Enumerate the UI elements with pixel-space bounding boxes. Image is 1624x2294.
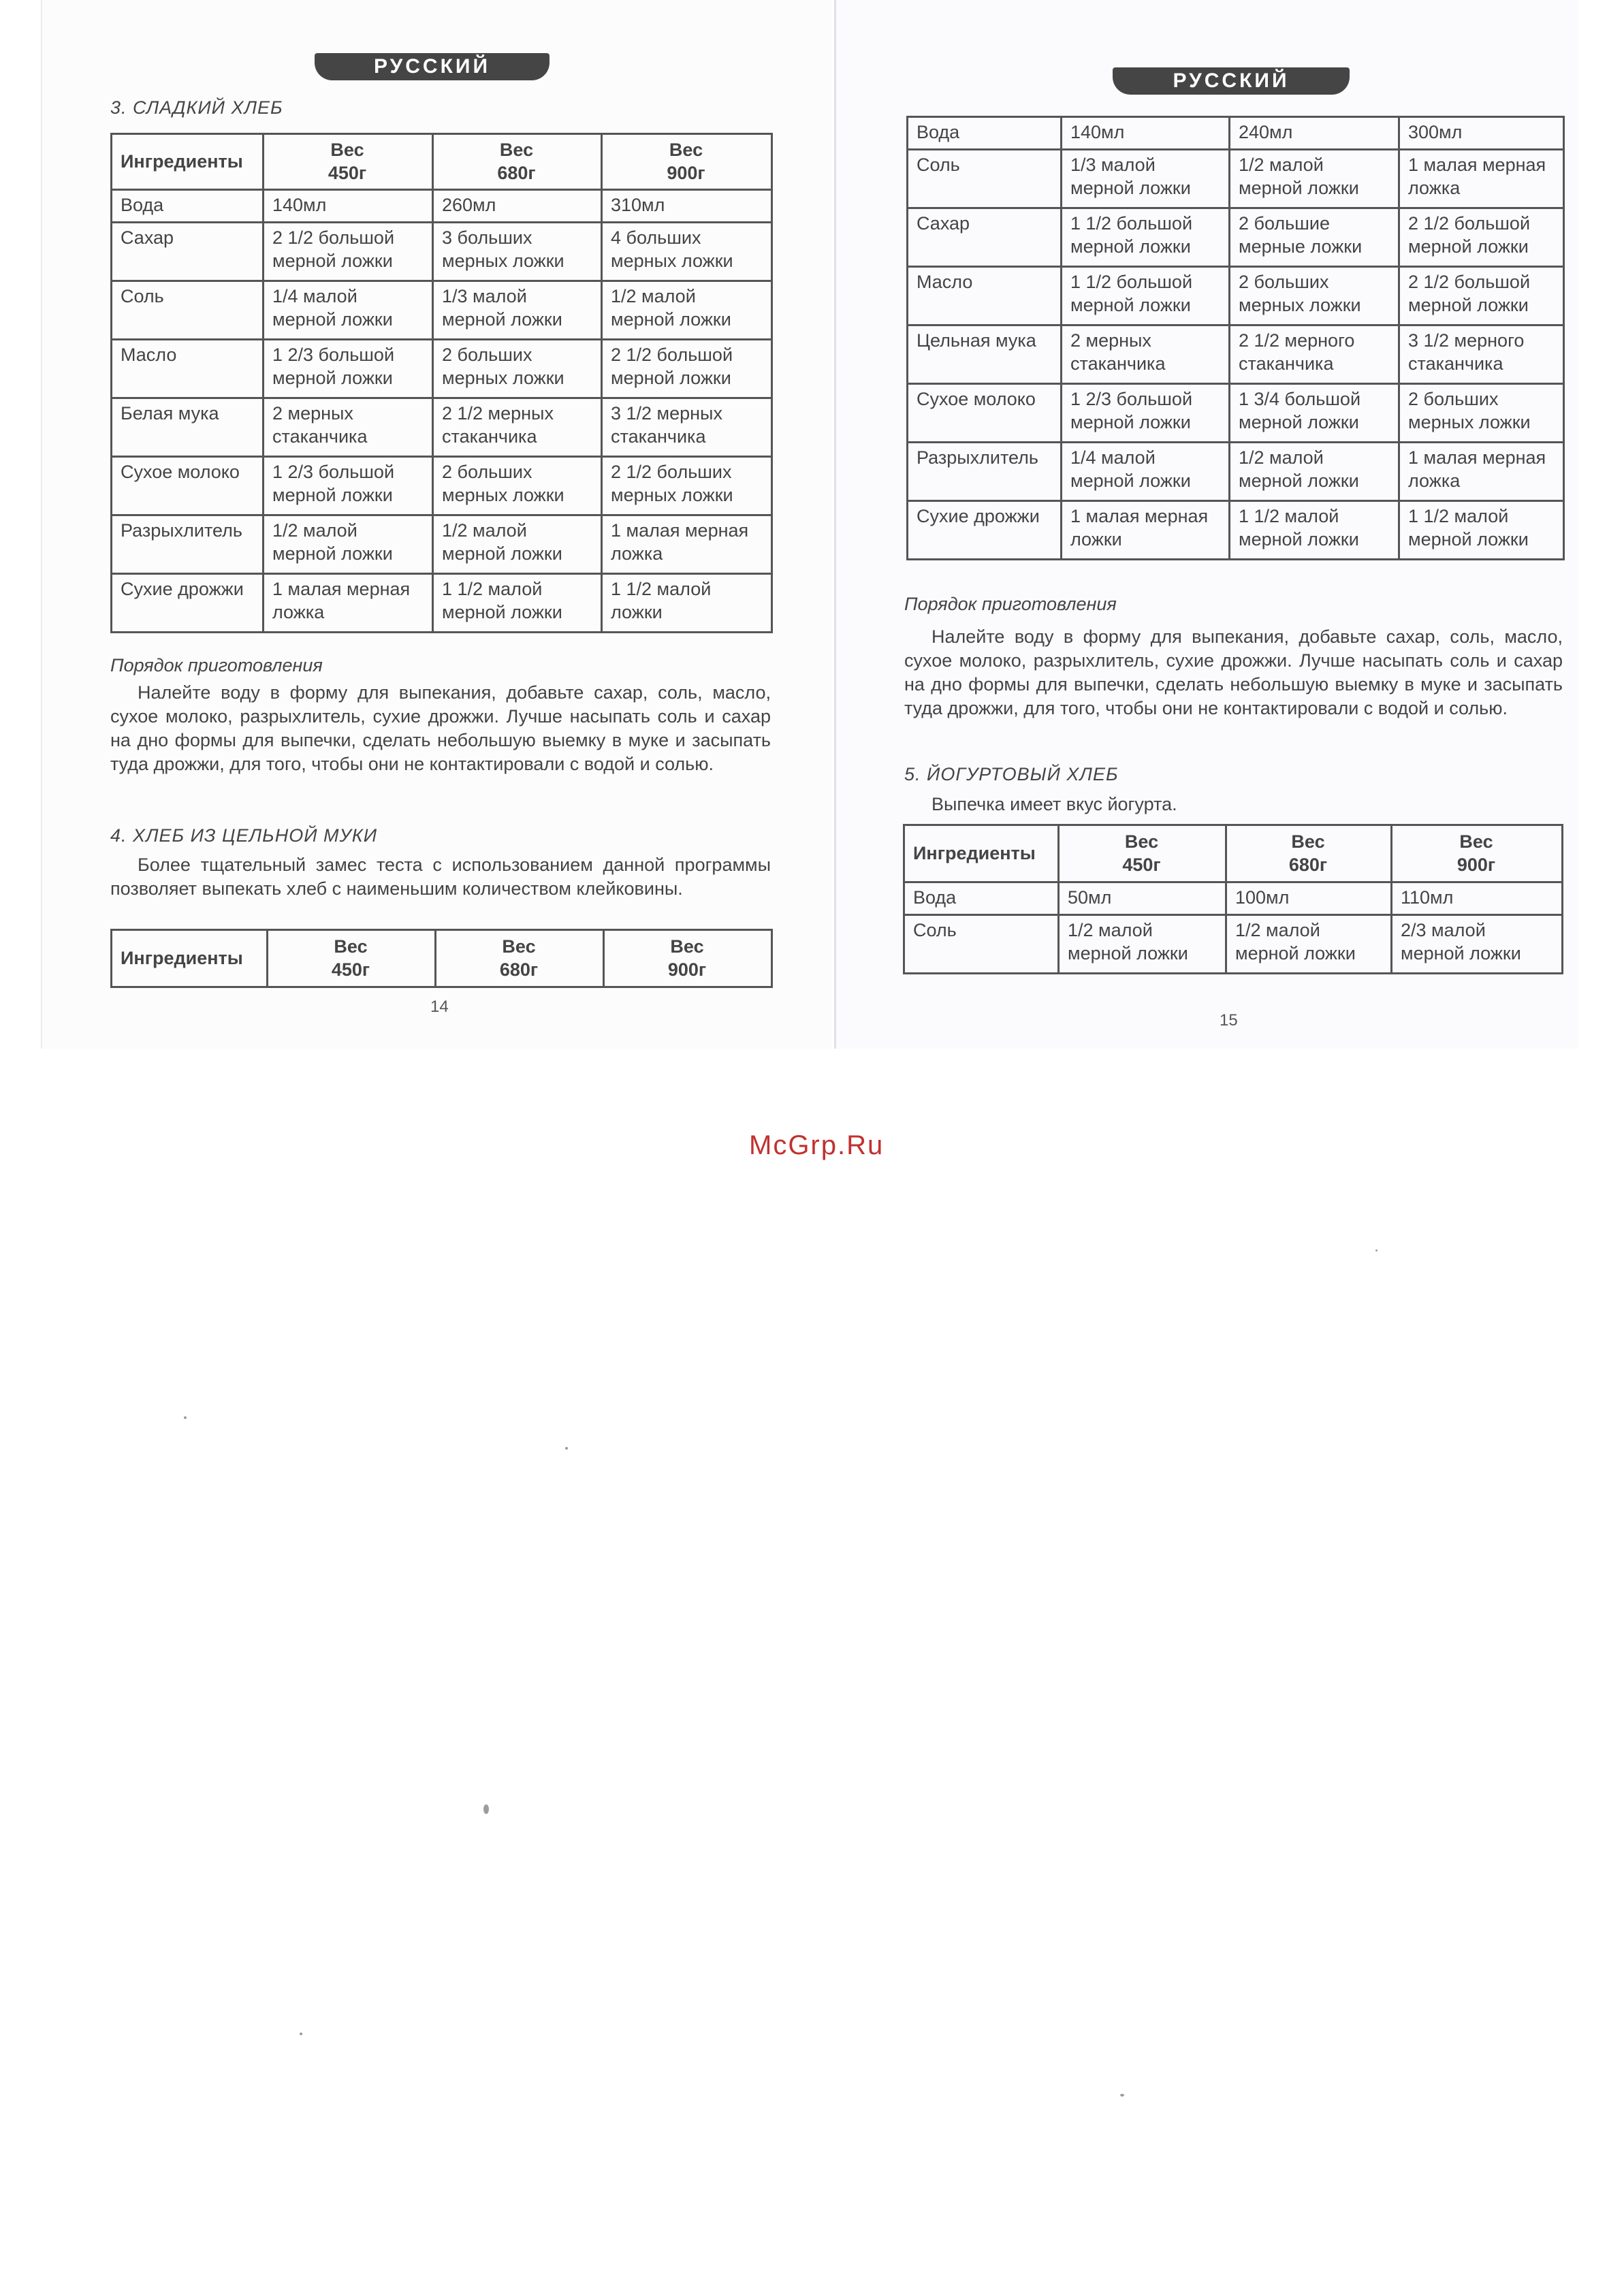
amount-cell: 1/2 малой мерной ложки xyxy=(264,515,433,574)
page-14 xyxy=(41,0,832,1049)
section-5-text: Выпечка имеет вкус йогурта. xyxy=(932,794,1177,814)
header-weight-680: Вес 680г xyxy=(433,134,602,190)
ingredient-cell: Сухие дрожжи xyxy=(908,501,1062,560)
amount-cell: 2 мерных стаканчика xyxy=(264,398,433,457)
method-title: Порядок приготовления xyxy=(110,655,323,675)
amount-cell: 2 большие мерные ложки xyxy=(1230,208,1399,267)
ingredient-cell: Сухое молоко xyxy=(112,457,264,515)
table-row xyxy=(908,384,1564,443)
amount-cell: 2 1/2 мерных стаканчика xyxy=(433,398,602,457)
section-5-title: 5. ЙОГУРТОВЫЙ ХЛЕБ xyxy=(904,764,1119,784)
amount-cell: 2 больших мерных ложки xyxy=(1230,267,1399,325)
amount-cell: 2 больших мерных ложки xyxy=(1399,384,1564,443)
table-row xyxy=(908,443,1564,501)
amount-cell: 300мл xyxy=(1399,117,1564,150)
ingredient-cell: Масло xyxy=(112,340,264,398)
sweet-bread-table xyxy=(110,133,773,633)
scan-speck xyxy=(1120,2094,1124,2097)
scan-speck xyxy=(300,2033,302,2035)
table-header-row xyxy=(904,825,1563,882)
ingredient-cell: Вода xyxy=(112,190,264,223)
amount-cell: 2 1/2 большой мерной ложки xyxy=(1399,208,1564,267)
amount-cell: 1 1/2 большой мерной ложки xyxy=(1062,208,1230,267)
ingredient-cell: Сахар xyxy=(112,223,264,281)
ingredient-cell: Вода xyxy=(908,117,1062,150)
table-row xyxy=(112,190,772,223)
section-3-title: 3. СЛАДКИЙ ХЛЕБ xyxy=(110,97,283,118)
method-text: Налейте воду в форму для выпекания, добавьте сахар, соль, масло, сухое молоко, разрыхлитель, сухие дрожжи. Лучше насыпать соль и сахар на дно формы для выпечки, сделать небольшую выемку в муке и засыпать туда дрожжи, для того, чтобы они не контактировали с водой и солью. xyxy=(904,626,1563,718)
amount-cell: 310мл xyxy=(602,190,772,223)
whole-wheat-table-header xyxy=(110,929,773,988)
amount-cell: 2 1/2 большой мерной ложки xyxy=(264,223,433,281)
amount-cell: 2 1/2 большой мерной ложки xyxy=(1399,267,1564,325)
amount-cell: 2 1/2 больших мерных ложки xyxy=(602,457,772,515)
header-weight-450: Вес 450г xyxy=(1059,825,1226,882)
table-row xyxy=(112,398,772,457)
amount-cell: 1 1/2 малой мерной ложки xyxy=(433,574,602,633)
amount-cell: 1/3 малой мерной ложки xyxy=(1062,150,1230,208)
amount-cell: 1/2 малой мерной ложки xyxy=(602,281,772,340)
header-weight-900: Вес 900г xyxy=(604,930,772,987)
sweet-bread-table-body xyxy=(112,190,772,633)
header-weight-900: Вес 900г xyxy=(602,134,772,190)
amount-cell: 3 1/2 мерного стаканчика xyxy=(1399,325,1564,384)
header-ingredients: Ингредиенты xyxy=(112,134,264,190)
amount-cell: 2/3 малой мерной ложки xyxy=(1392,915,1563,974)
amount-cell: 1 малая мерная ложка xyxy=(1399,443,1564,501)
header-weight-450: Вес 450г xyxy=(268,930,436,987)
amount-cell: 1/4 малой мерной ложки xyxy=(1062,443,1230,501)
method-text: Налейте воду в форму для выпекания, добавьте сахар, соль, масло, сухое молоко, разрыхлитель, сухие дрожжи. Лучше насыпать соль и сахар на дно формы для выпечки, сделать небольшую выемку в муке и засыпать туда дрожжи, для того, чтобы они не контактировали с водой и солью. xyxy=(110,682,771,774)
amount-cell: 1 малая мерная ложка xyxy=(602,515,772,574)
table-row xyxy=(112,340,772,398)
scan-speck xyxy=(565,1447,568,1450)
amount-cell: 100мл xyxy=(1226,882,1392,915)
header-weight-450: Вес 450г xyxy=(264,134,433,190)
table-header-row xyxy=(112,134,772,190)
scan-speck xyxy=(184,1416,187,1419)
header-weight-680: Вес 680г xyxy=(436,930,604,987)
table-row xyxy=(908,501,1564,560)
table-row xyxy=(112,574,772,633)
table-row xyxy=(908,208,1564,267)
amount-cell: 140мл xyxy=(1062,117,1230,150)
ingredient-cell: Белая мука xyxy=(112,398,264,457)
document-spread xyxy=(0,0,1624,1055)
ingredient-cell: Вода xyxy=(904,882,1059,915)
amount-cell: 2 больших мерных ложки xyxy=(433,340,602,398)
ingredient-cell: Соль xyxy=(908,150,1062,208)
yogurt-bread-table-body xyxy=(904,882,1563,974)
amount-cell: 2 1/2 мерного стаканчика xyxy=(1230,325,1399,384)
table-row xyxy=(112,223,772,281)
ingredient-cell: Сухие дрожжи xyxy=(112,574,264,633)
amount-cell: 1 1/2 малой мерной ложки xyxy=(1230,501,1399,560)
ingredient-cell: Масло xyxy=(908,267,1062,325)
amount-cell: 50мл xyxy=(1059,882,1226,915)
amount-cell: 1 3/4 большой мерной ложки xyxy=(1230,384,1399,443)
header-ingredients: Ингредиенты xyxy=(112,930,268,987)
amount-cell: 3 1/2 мерных стаканчика xyxy=(602,398,772,457)
table-row xyxy=(904,915,1563,974)
method-title: Порядок приготовления xyxy=(904,594,1117,614)
scan-speck xyxy=(483,1804,489,1814)
amount-cell: 240мл xyxy=(1230,117,1399,150)
amount-cell: 2 1/2 большой мерной ложки xyxy=(602,340,772,398)
amount-cell: 260мл xyxy=(433,190,602,223)
ingredient-cell: Сахар xyxy=(908,208,1062,267)
ingredient-cell: Цельная мука xyxy=(908,325,1062,384)
amount-cell: 4 больших мерных ложки xyxy=(602,223,772,281)
language-tab: РУССКИЙ xyxy=(1113,67,1350,95)
amount-cell: 2 мерных стаканчика xyxy=(1062,325,1230,384)
ingredient-cell: Разрыхлитель xyxy=(112,515,264,574)
table-row xyxy=(908,267,1564,325)
amount-cell: 110мл xyxy=(1392,882,1563,915)
amount-cell: 1 1/2 малой мерной ложки xyxy=(1399,501,1564,560)
amount-cell: 1 1/2 малой ложки xyxy=(602,574,772,633)
amount-cell: 1 2/3 большой мерной ложки xyxy=(264,457,433,515)
page-number: 15 xyxy=(1220,1011,1238,1030)
ingredient-cell: Соль xyxy=(112,281,264,340)
table-row xyxy=(112,515,772,574)
table-row xyxy=(904,882,1563,915)
table-row xyxy=(908,325,1564,384)
amount-cell: 1/2 малой мерной ложки xyxy=(1226,915,1392,974)
table-row xyxy=(908,117,1564,150)
amount-cell: 1/4 малой мерной ложки xyxy=(264,281,433,340)
section-4-text: Более тщательный замес теста с использованием данной программы позволяет выпекать хлеб с наименьшим количеством клейковины. xyxy=(110,855,771,899)
table-header-row xyxy=(112,930,772,987)
ingredient-cell: Сухое молоко xyxy=(908,384,1062,443)
page-15 xyxy=(834,0,1578,1049)
ingredient-cell: Соль xyxy=(904,915,1059,974)
header-weight-900: Вес 900г xyxy=(1392,825,1563,882)
amount-cell: 1/2 малой мерной ложки xyxy=(1230,443,1399,501)
amount-cell: 1 малая мерная ложка xyxy=(1399,150,1564,208)
amount-cell: 2 больших мерных ложки xyxy=(433,457,602,515)
header-ingredients: Ингредиенты xyxy=(904,825,1059,882)
whole-wheat-table xyxy=(906,116,1565,560)
table-row xyxy=(908,150,1564,208)
amount-cell: 3 больших мерных ложки xyxy=(433,223,602,281)
amount-cell: 1/2 малой мерной ложки xyxy=(1059,915,1226,974)
yogurt-bread-table xyxy=(903,824,1563,974)
table-row xyxy=(112,457,772,515)
amount-cell: 1/2 малой мерной ложки xyxy=(433,515,602,574)
watermark: McGrp.Ru xyxy=(749,1130,885,1160)
section-4-title: 4. ХЛЕБ ИЗ ЦЕЛЬНОЙ МУКИ xyxy=(110,825,378,846)
amount-cell: 1 малая мерная ложки xyxy=(1062,501,1230,560)
table-row xyxy=(112,281,772,340)
ingredient-cell: Разрыхлитель xyxy=(908,443,1062,501)
amount-cell: 140мл xyxy=(264,190,433,223)
language-tab: РУССКИЙ xyxy=(315,53,550,80)
header-weight-680: Вес 680г xyxy=(1226,825,1392,882)
scan-speck xyxy=(1375,1249,1378,1252)
page-number: 14 xyxy=(430,998,449,1016)
amount-cell: 1/2 малой мерной ложки xyxy=(1230,150,1399,208)
whole-wheat-table-body xyxy=(908,117,1564,560)
amount-cell: 1 1/2 большой мерной ложки xyxy=(1062,267,1230,325)
amount-cell: 1 малая мерная ложка xyxy=(264,574,433,633)
amount-cell: 1 2/3 большой мерной ложки xyxy=(1062,384,1230,443)
amount-cell: 1/3 малой мерной ложки xyxy=(433,281,602,340)
amount-cell: 1 2/3 большой мерной ложки xyxy=(264,340,433,398)
